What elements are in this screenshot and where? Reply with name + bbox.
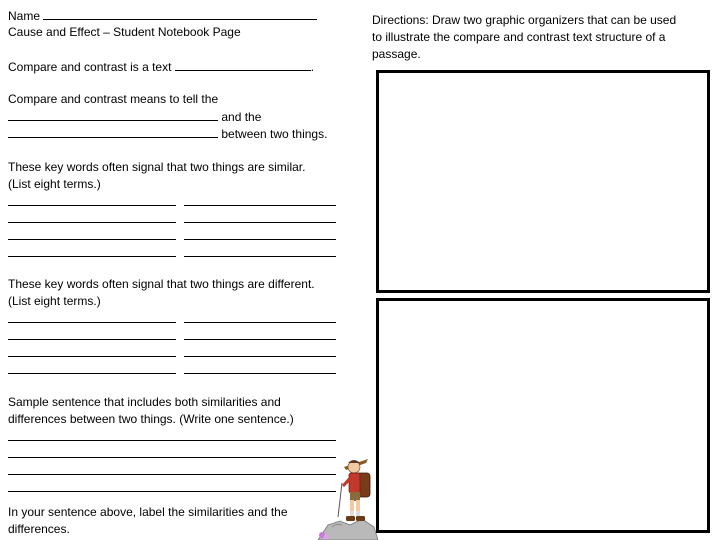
subtitle: Cause and Effect – Student Notebook Page bbox=[8, 25, 241, 39]
q2-row3 bbox=[8, 125, 327, 143]
hiker-illustration bbox=[316, 455, 378, 540]
q2-row2 bbox=[8, 108, 261, 126]
name-field[interactable] bbox=[43, 7, 317, 20]
similar-instruction: (List eight terms.) bbox=[8, 177, 101, 191]
sample-line[interactable] bbox=[8, 491, 336, 492]
q2-line1: Compare and contrast means to tell the bbox=[8, 92, 219, 106]
similar-blank[interactable] bbox=[184, 222, 336, 223]
similar-blank[interactable] bbox=[184, 239, 336, 240]
graphic-organizer-box-1[interactable] bbox=[376, 70, 710, 293]
similar-blank-row bbox=[8, 227, 338, 244]
label-prompt-2: differences. bbox=[8, 522, 70, 536]
q2-and: and the bbox=[221, 110, 262, 124]
q2-end: between two things. bbox=[221, 127, 328, 141]
different-instruction: (List eight terms.) bbox=[8, 294, 101, 308]
sample-line[interactable] bbox=[8, 440, 336, 441]
similar-blank[interactable] bbox=[8, 256, 176, 257]
different-blank-row bbox=[8, 344, 338, 361]
similar-blank-row bbox=[8, 210, 338, 227]
q1-text: Compare and contrast is a text bbox=[8, 60, 172, 74]
similar-blank[interactable] bbox=[8, 239, 176, 240]
similar-blank[interactable] bbox=[184, 256, 336, 257]
similar-blank[interactable] bbox=[8, 205, 176, 206]
similar-blank-row bbox=[8, 244, 338, 261]
similar-blank-row bbox=[8, 193, 338, 210]
different-prompt: These key words often signal that two things are different. bbox=[8, 277, 315, 291]
label-prompt-1: In your sentence above, label the similarities and the bbox=[8, 505, 288, 519]
sample-line[interactable] bbox=[8, 457, 336, 458]
different-blank[interactable] bbox=[184, 356, 336, 357]
q1-blank[interactable] bbox=[175, 58, 311, 71]
directions-line-1: Directions: Draw two graphic organizers that can be used bbox=[372, 13, 677, 27]
similar-blank[interactable] bbox=[8, 222, 176, 223]
sample-line[interactable] bbox=[8, 474, 336, 475]
similar-blank[interactable] bbox=[184, 205, 336, 206]
graphic-organizer-box-2[interactable] bbox=[376, 298, 710, 533]
different-blank[interactable] bbox=[184, 373, 336, 374]
directions-line-2: to illustrate the compare and contrast text structure of a bbox=[372, 30, 666, 44]
similar-prompt: These key words often signal that two things are similar. bbox=[8, 160, 306, 174]
name-row bbox=[8, 7, 317, 25]
sample-prompt-2: differences between two things. (Write one sentence.) bbox=[8, 412, 294, 426]
name-label: Name bbox=[8, 9, 41, 23]
different-blank[interactable] bbox=[184, 339, 336, 340]
different-blank-row bbox=[8, 361, 338, 378]
different-blank[interactable] bbox=[8, 339, 176, 340]
q2-blank-1[interactable] bbox=[8, 108, 218, 121]
q1-end: . bbox=[310, 60, 315, 74]
different-blank-row bbox=[8, 327, 338, 344]
different-blank[interactable] bbox=[8, 356, 176, 357]
different-blank[interactable] bbox=[8, 322, 176, 323]
sample-prompt-1: Sample sentence that includes both similarities and bbox=[8, 395, 281, 409]
different-blank[interactable] bbox=[8, 373, 176, 374]
different-blank-row bbox=[8, 310, 338, 327]
different-blank[interactable] bbox=[184, 322, 336, 323]
q1-row bbox=[8, 58, 314, 76]
q2-blank-2[interactable] bbox=[8, 125, 218, 138]
directions-line-3: passage. bbox=[372, 47, 421, 61]
